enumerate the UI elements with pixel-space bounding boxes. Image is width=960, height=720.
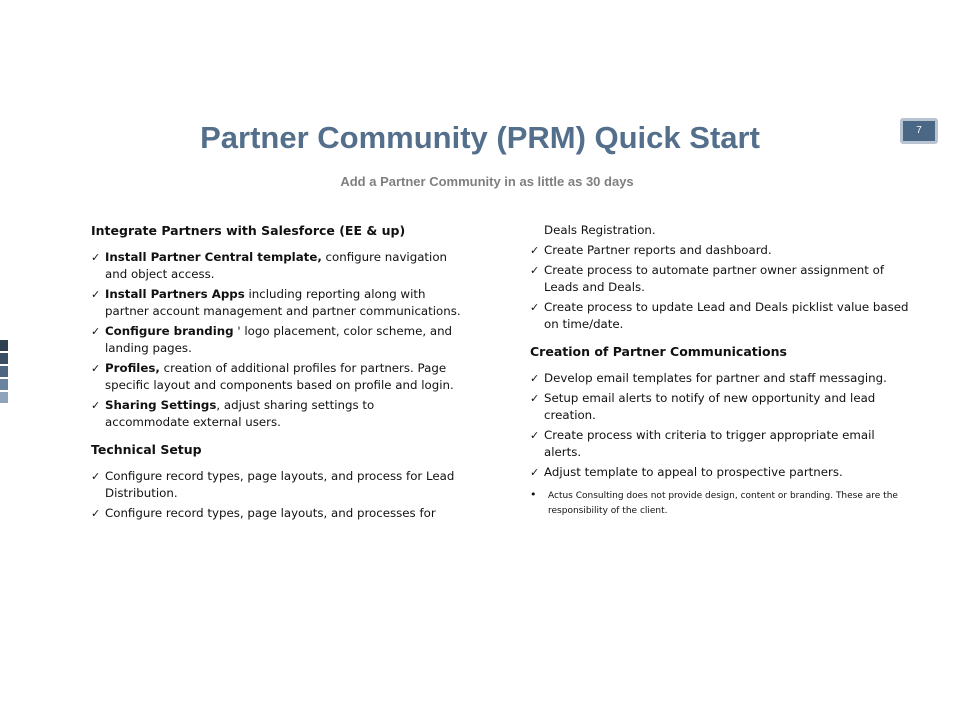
slide-title: Partner Community (PRM) Quick Start — [200, 120, 760, 155]
item-text: Create process with criteria to trigger appropriate email alerts. — [544, 428, 875, 459]
checkmark-icon: ✓ — [91, 399, 101, 412]
item-bold-label: Profiles, — [105, 361, 160, 375]
technical-list — [91, 468, 461, 522]
right-column — [530, 222, 910, 519]
checkmark-icon: ✓ — [530, 264, 540, 277]
disclaimer-note — [530, 489, 910, 519]
item-text: Create Partner reports and dashboard. — [544, 243, 772, 257]
left-column — [91, 222, 461, 525]
checkmark-icon: ✓ — [91, 288, 101, 301]
list-item — [91, 397, 461, 431]
item-bold-label: Install Partners Apps — [105, 287, 245, 301]
checkmark-icon: ✓ — [91, 507, 101, 520]
side-bar-segment — [0, 340, 8, 351]
list-item — [530, 370, 910, 387]
item-text: Setup email alerts to notify of new opportunity and lead creation. — [544, 391, 876, 422]
integrate-list — [91, 249, 461, 431]
checkmark-icon: ✓ — [91, 362, 101, 375]
list-item — [91, 360, 461, 394]
checkmark-icon: ✓ — [530, 372, 540, 385]
checkmark-icon: ✓ — [91, 470, 101, 483]
list-item — [91, 249, 461, 283]
technical-list-continued — [530, 242, 910, 333]
checkmark-icon: ✓ — [530, 429, 540, 442]
list-item — [530, 262, 910, 296]
item-bold-label: Sharing Settings — [105, 398, 217, 412]
side-bar-segment — [0, 366, 8, 377]
side-bar-segment — [0, 392, 8, 403]
list-item — [91, 286, 461, 320]
slide-subtitle: Add a Partner Community in as little as 30 days — [340, 174, 634, 189]
item-bold-label: Configure branding — [105, 324, 234, 338]
item-text: Configure record types, page layouts, and process for Lead Distribution. — [105, 469, 455, 500]
page-number-badge: 7 — [900, 118, 938, 144]
side-bar-segment — [0, 379, 8, 390]
list-item — [530, 427, 910, 461]
checkmark-icon: ✓ — [530, 392, 540, 405]
section-heading-integrate: Integrate Partners with Salesforce (EE & up) — [91, 223, 406, 238]
bullet-icon: • — [530, 488, 537, 501]
checkmark-icon: ✓ — [530, 301, 540, 314]
section-heading-communications: Creation of Partner Communications — [530, 344, 787, 359]
list-item — [530, 299, 910, 333]
checkmark-icon: ✓ — [530, 244, 540, 257]
side-decoration — [0, 340, 8, 405]
item-text: ' logo placement, color scheme, and landing pages. — [105, 324, 453, 355]
checkmark-icon: ✓ — [91, 251, 101, 264]
list-item — [530, 242, 910, 259]
list-item — [530, 464, 910, 481]
item-text: Adjust template to appeal to prospective partners. — [544, 465, 843, 479]
checkmark-icon: ✓ — [91, 325, 101, 338]
item-text: Create process to update Lead and Deals picklist value based on time/date. — [544, 300, 909, 331]
list-item — [91, 505, 461, 522]
item-text: Create process to automate partner owner assignment of Leads and Deals. — [544, 263, 884, 294]
item-text: configure navigation and object access. — [105, 250, 448, 281]
item-text: including reporting along with partner account management and partner communications. — [105, 287, 461, 318]
item-text: , adjust sharing settings to accommodate external users. — [105, 398, 375, 429]
communications-list — [530, 370, 910, 481]
section-heading-technical: Technical Setup — [91, 442, 202, 457]
list-item — [91, 468, 461, 502]
side-bar-segment — [0, 353, 8, 364]
item-text: creation of additional profiles for partners. Page specific layout and components based on profile and login. — [105, 361, 454, 392]
list-item — [530, 390, 910, 424]
item-bold-label: Install Partner Central template, — [105, 250, 322, 264]
item-text: Configure record types, page layouts, and processes for — [105, 506, 436, 520]
list-item — [91, 323, 461, 357]
disclaimer-text: Actus Consulting does not provide design, content or branding. These are the responsibility of the client. — [548, 491, 898, 516]
item-text: Develop email templates for partner and staff messaging. — [544, 371, 887, 385]
list-continuation: Deals Registration. — [544, 223, 656, 237]
checkmark-icon: ✓ — [530, 466, 540, 479]
